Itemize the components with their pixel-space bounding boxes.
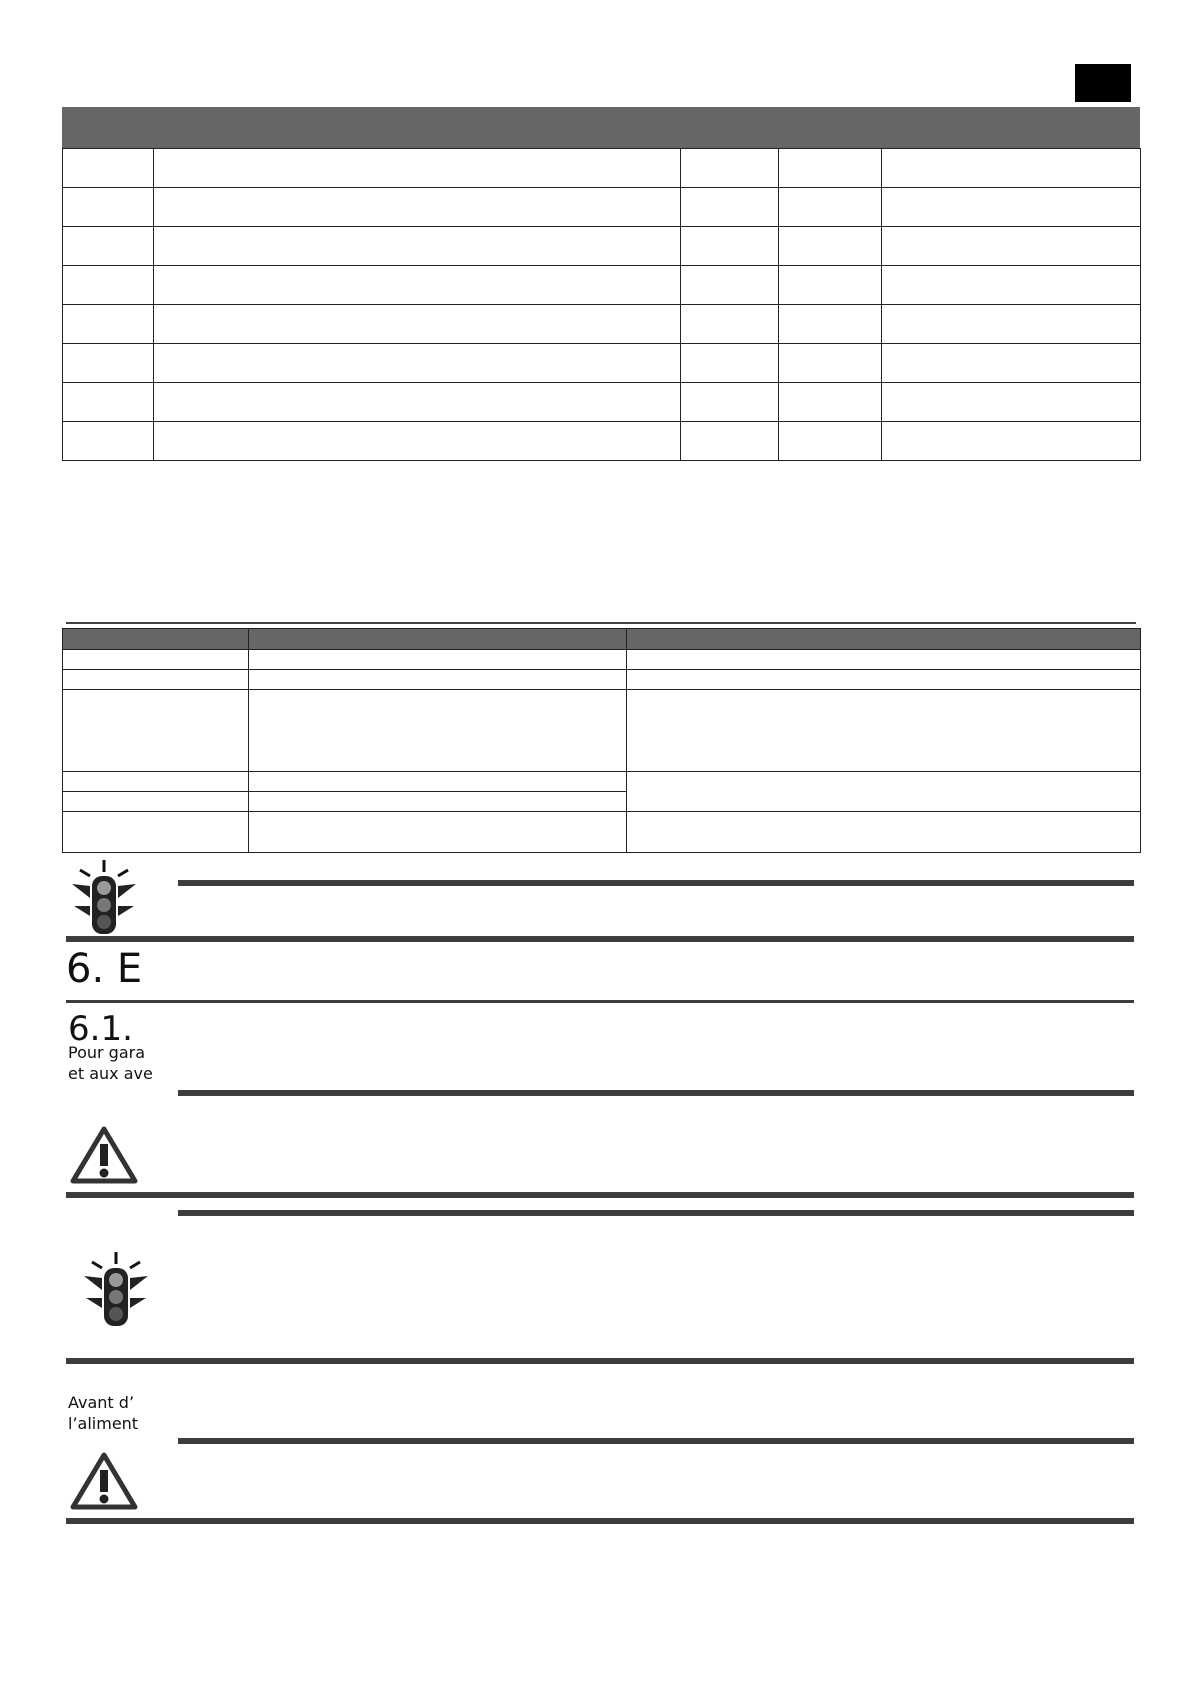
table1-row <box>63 149 1141 188</box>
table2-row <box>63 812 1141 853</box>
paragraph-line: Avant d’ <box>68 1393 135 1412</box>
paragraph-line: Pour gara <box>68 1043 146 1062</box>
table1-row <box>63 344 1141 383</box>
warning-rule <box>66 1192 1134 1198</box>
warning-rule <box>66 1518 1134 1524</box>
note-rule <box>178 1210 1134 1216</box>
table2-row <box>63 772 1141 792</box>
table1-row <box>63 188 1141 227</box>
note-rule <box>66 1358 1134 1364</box>
warning-triangle-icon <box>70 1126 138 1184</box>
section-heading: 6. E <box>66 946 143 992</box>
section-divider <box>66 622 1136 624</box>
subsection-heading: 6.1. <box>68 1009 133 1049</box>
page-tab-marker <box>1075 64 1131 102</box>
warning-rule <box>178 1438 1134 1444</box>
warning-triangle-icon <box>70 1452 138 1510</box>
table2-header-row <box>63 629 1141 650</box>
traffic-light-icon <box>66 858 142 938</box>
table2-row <box>63 690 1141 772</box>
table2-row <box>63 650 1141 670</box>
paragraph-line: et aux ave <box>68 1064 153 1083</box>
table2-row <box>63 670 1141 690</box>
table1-header-bar <box>62 107 1140 148</box>
table1-row <box>63 305 1141 344</box>
heading-rule <box>66 1000 1134 1003</box>
note-rule <box>178 880 1134 886</box>
paragraph-line: l’aliment <box>68 1414 139 1433</box>
table1-row <box>63 227 1141 266</box>
table1 <box>62 148 1141 461</box>
table1-row <box>63 266 1141 305</box>
table1-row <box>63 422 1141 461</box>
table2 <box>62 628 1141 853</box>
warning-rule <box>178 1090 1134 1096</box>
traffic-light-icon <box>78 1250 154 1330</box>
table1-row <box>63 383 1141 422</box>
note-rule <box>66 936 1134 942</box>
